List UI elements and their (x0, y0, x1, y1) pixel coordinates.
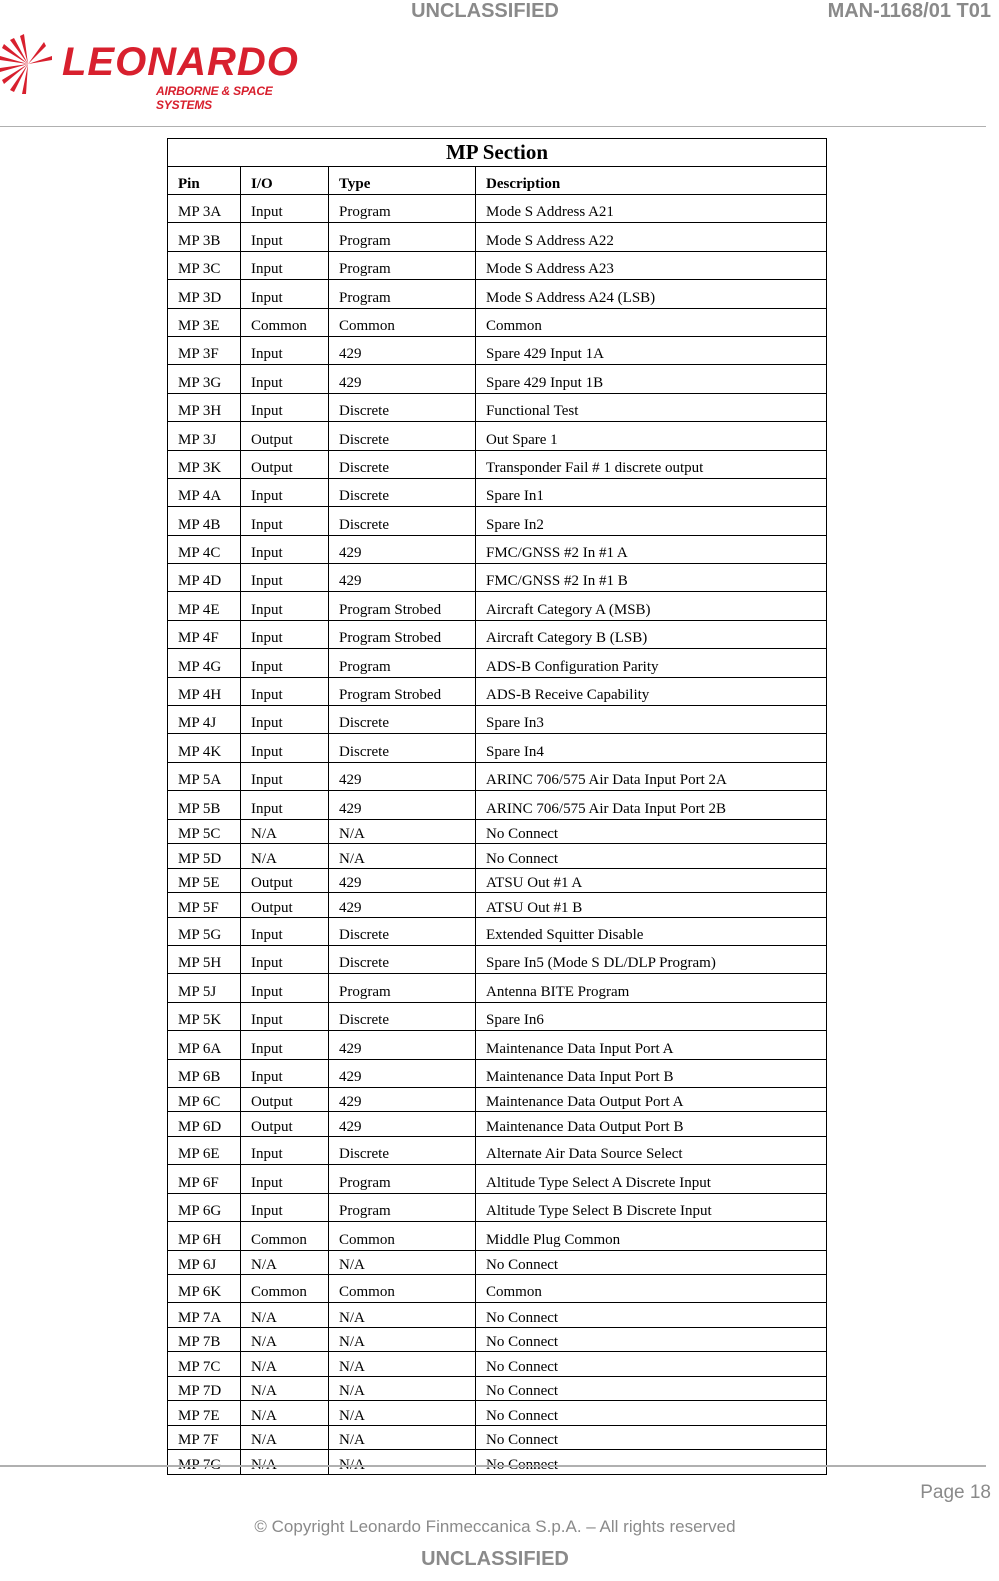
cell-type: N/A (329, 1250, 476, 1275)
cell-description: Maintenance Data Output Port A (476, 1087, 827, 1112)
table-title: MP Section (168, 139, 827, 167)
cell-io: Input (241, 1002, 329, 1030)
cell-description: Spare In4 (476, 734, 827, 762)
table-row (168, 195, 827, 223)
table-row (168, 974, 827, 1002)
cell-type: 429 (329, 1087, 476, 1112)
cell-type: Program (329, 223, 476, 251)
cell-pin: MP 3F (168, 336, 241, 364)
cell-type: N/A (329, 1327, 476, 1352)
cell-pin: MP 5J (168, 974, 241, 1002)
cell-description: Functional Test (476, 393, 827, 421)
cell-description: Common (476, 308, 827, 336)
cell-description: ATSU Out #1 B (476, 893, 827, 918)
cell-description (476, 1450, 827, 1475)
table-row (168, 223, 827, 251)
cell-io: Output (241, 422, 329, 450)
table-row (168, 1193, 827, 1221)
cell-pin: MP 3A (168, 195, 241, 223)
cell-type: Program (329, 1165, 476, 1193)
column-header-type: Type (329, 167, 476, 195)
cell-type: Discrete (329, 507, 476, 535)
cell-description: Antenna BITE Program (476, 974, 827, 1002)
cell-pin: MP 5F (168, 893, 241, 918)
header-doc-number: MAN-1168/01 T01 (827, 0, 991, 22)
cell-type: Discrete (329, 917, 476, 945)
table-row (168, 280, 827, 308)
table-body (168, 195, 827, 1475)
cell-type: Discrete (329, 706, 476, 734)
cell-description: ADS-B Configuration Parity (476, 649, 827, 677)
cell-pin: MP 5B (168, 791, 241, 819)
cell-pin: MP 6K (168, 1275, 241, 1303)
cell-description: Middle Plug Common (476, 1222, 827, 1250)
copyright-notice: © Copyright Leonardo Finmeccanica S.p.A. – All rights reserved (254, 1517, 736, 1536)
cell-description: FMC/GNSS #2 In #1 B (476, 564, 827, 592)
cell-pin: MP 4K (168, 734, 241, 762)
table-row (168, 1250, 827, 1275)
cell-io: N/A (241, 1352, 329, 1377)
leonardo-logo-icon (0, 34, 56, 94)
cell-pin: MP 7B (168, 1327, 241, 1352)
cell-pin: MP 4E (168, 592, 241, 620)
cell-type: Discrete (329, 422, 476, 450)
cell-pin: MP 4H (168, 677, 241, 705)
table-row (168, 478, 827, 506)
cell-io: Input (241, 336, 329, 364)
cell-type: Discrete (329, 734, 476, 762)
cell-io: Output (241, 450, 329, 478)
cell-pin: MP 6F (168, 1165, 241, 1193)
cell-type: Discrete (329, 393, 476, 421)
table-row (168, 393, 827, 421)
cell-description: Mode S Address A23 (476, 251, 827, 279)
cell-description: Maintenance Data Input Port A (476, 1031, 827, 1059)
cell-description: Out Spare 1 (476, 422, 827, 450)
cell-pin: MP 6H (168, 1222, 241, 1250)
header-classification: UNCLASSIFIED (411, 0, 559, 22)
footer-rule (0, 1465, 986, 1467)
cell-type: N/A (329, 1352, 476, 1377)
cell-pin: MP 3D (168, 280, 241, 308)
cell-description: Mode S Address A22 (476, 223, 827, 251)
cell-pin: MP 3C (168, 251, 241, 279)
cell-description: Spare In2 (476, 507, 827, 535)
cell-type: Program (329, 974, 476, 1002)
cell-io: Output (241, 868, 329, 893)
cell-io: N/A (241, 844, 329, 869)
cell-io: Common (241, 1275, 329, 1303)
cell-type: N/A (329, 1401, 476, 1426)
cell-description: Maintenance Data Input Port B (476, 1059, 827, 1087)
cell-type: 429 (329, 762, 476, 790)
table-row (168, 1031, 827, 1059)
cell-pin: MP 6D (168, 1112, 241, 1137)
cell-description: ARINC 706/575 Air Data Input Port 2A (476, 762, 827, 790)
table-header-row (168, 167, 827, 195)
cell-description: No Connect (476, 1376, 827, 1401)
table-row (168, 535, 827, 563)
table-row (168, 1275, 827, 1303)
table-row (168, 734, 827, 762)
cell-io: N/A (241, 1327, 329, 1352)
cell-description: Spare 429 Input 1B (476, 365, 827, 393)
table-row (168, 251, 827, 279)
cell-io: Input (241, 535, 329, 563)
table-row (168, 791, 827, 819)
cell-type: Program (329, 251, 476, 279)
cell-pin: MP 6G (168, 1193, 241, 1221)
table-row (168, 1425, 827, 1450)
cell-type: Discrete (329, 945, 476, 973)
cell-pin: MP 3G (168, 365, 241, 393)
cell-io: Input (241, 365, 329, 393)
cell-type: Program (329, 649, 476, 677)
cell-pin: MP 3B (168, 223, 241, 251)
cell-pin: MP 6A (168, 1031, 241, 1059)
table-row (168, 868, 827, 893)
cell-io: Input (241, 507, 329, 535)
company-logo (0, 30, 330, 112)
cell-pin: MP 7F (168, 1425, 241, 1450)
table-row (168, 762, 827, 790)
column-header-pin: Pin (168, 167, 241, 195)
cell-io: Common (241, 1222, 329, 1250)
cell-io: Input (241, 762, 329, 790)
cell-io: N/A (241, 1303, 329, 1328)
cell-pin: MP 4B (168, 507, 241, 535)
cell-io: Input (241, 1165, 329, 1193)
cell-description: No Connect (476, 1250, 827, 1275)
cell-description: Spare 429 Input 1A (476, 336, 827, 364)
table-row (168, 1303, 827, 1328)
cell-pin: MP 7C (168, 1352, 241, 1377)
table-row (168, 917, 827, 945)
cell-description: Spare In3 (476, 706, 827, 734)
cell-type: Program (329, 280, 476, 308)
cell-pin: MP 7E (168, 1401, 241, 1426)
cell-type: Common (329, 1222, 476, 1250)
cell-io: Input (241, 223, 329, 251)
cell-type: Discrete (329, 1002, 476, 1030)
cell-io: Input (241, 195, 329, 223)
table-row (168, 564, 827, 592)
cell-type: 429 (329, 868, 476, 893)
cell-description: Aircraft Category A (MSB) (476, 592, 827, 620)
cell-description: Transponder Fail # 1 discrete output (476, 450, 827, 478)
cell-description: No Connect (476, 1303, 827, 1328)
cell-type: Program Strobed (329, 592, 476, 620)
cell-io: Input (241, 1136, 329, 1164)
table-row (168, 308, 827, 336)
cell-pin: MP 3K (168, 450, 241, 478)
table-row (168, 649, 827, 677)
header-rule (0, 126, 986, 127)
cell-pin: MP 4A (168, 478, 241, 506)
cell-pin: MP 7A (168, 1303, 241, 1328)
cell-type: N/A (329, 819, 476, 844)
cell-description: Mode S Address A21 (476, 195, 827, 223)
cell-type: 429 (329, 1059, 476, 1087)
cell-pin: MP 6B (168, 1059, 241, 1087)
cell-pin: MP 5H (168, 945, 241, 973)
cell-description: Spare In1 (476, 478, 827, 506)
cell-pin: MP 5A (168, 762, 241, 790)
cell-io: Input (241, 1059, 329, 1087)
cell-description: No Connect (476, 819, 827, 844)
table-row (168, 945, 827, 973)
cell-type: 429 (329, 1031, 476, 1059)
cell-type: 429 (329, 1112, 476, 1137)
cell-description: Altitude Type Select A Discrete Input (476, 1165, 827, 1193)
cell-pin: MP 6C (168, 1087, 241, 1112)
cell-io: Output (241, 1087, 329, 1112)
column-header-description: Description (476, 167, 827, 195)
cell-pin: MP 4G (168, 649, 241, 677)
cell-description: No Connect (476, 1352, 827, 1377)
table-row (168, 365, 827, 393)
cell-pin: MP 6E (168, 1136, 241, 1164)
cell-io: Input (241, 677, 329, 705)
cell-type: Discrete (329, 450, 476, 478)
cell-description: Spare In6 (476, 1002, 827, 1030)
cell-io: Input (241, 974, 329, 1002)
cell-type: Common (329, 308, 476, 336)
table-row (168, 677, 827, 705)
cell-pin: MP 7D (168, 1376, 241, 1401)
cell-type (329, 1450, 476, 1475)
cell-description: ADS-B Receive Capability (476, 677, 827, 705)
cell-description: FMC/GNSS #2 In #1 A (476, 535, 827, 563)
table-row (168, 1059, 827, 1087)
cell-type: N/A (329, 1303, 476, 1328)
cell-description: Maintenance Data Output Port B (476, 1112, 827, 1137)
cell-io: N/A (241, 819, 329, 844)
cell-pin: MP 5K (168, 1002, 241, 1030)
cell-description: Altitude Type Select B Discrete Input (476, 1193, 827, 1221)
cell-pin: MP 6J (168, 1250, 241, 1275)
cell-pin (168, 1450, 241, 1475)
cell-type: 429 (329, 336, 476, 364)
table-row (168, 1087, 827, 1112)
cell-description: Mode S Address A24 (LSB) (476, 280, 827, 308)
cell-pin: MP 5C (168, 819, 241, 844)
table-row (168, 450, 827, 478)
cell-type: Program Strobed (329, 620, 476, 648)
cell-io: Input (241, 649, 329, 677)
cell-type: N/A (329, 1376, 476, 1401)
table-row (168, 1352, 827, 1377)
cell-description: No Connect (476, 1425, 827, 1450)
table-row (168, 336, 827, 364)
table-row (168, 422, 827, 450)
table-row (168, 1327, 827, 1352)
cell-description: ATSU Out #1 A (476, 868, 827, 893)
table-row (168, 507, 827, 535)
cell-io: Input (241, 734, 329, 762)
cell-pin: MP 3J (168, 422, 241, 450)
cell-pin: MP 3E (168, 308, 241, 336)
mp-section-table (167, 138, 827, 1475)
table-row (168, 1002, 827, 1030)
cell-io (241, 1450, 329, 1475)
table-row (168, 592, 827, 620)
cell-io: Input (241, 620, 329, 648)
table-row (168, 1136, 827, 1164)
cell-description: No Connect (476, 1401, 827, 1426)
cell-io: Input (241, 917, 329, 945)
table-row (168, 1376, 827, 1401)
table-row (168, 1401, 827, 1426)
page-number: Page 18 (920, 1482, 991, 1503)
cell-io: Input (241, 1031, 329, 1059)
cell-pin: MP 4D (168, 564, 241, 592)
cell-type: 429 (329, 535, 476, 563)
cell-description: No Connect (476, 844, 827, 869)
table-row (168, 844, 827, 869)
cell-pin: MP 5E (168, 868, 241, 893)
cell-io: Output (241, 893, 329, 918)
table-row (168, 1450, 827, 1475)
cell-io: N/A (241, 1425, 329, 1450)
cell-io: Common (241, 308, 329, 336)
cell-pin: MP 3H (168, 393, 241, 421)
cell-type: N/A (329, 1425, 476, 1450)
cell-pin: MP 4J (168, 706, 241, 734)
cell-description: Common (476, 1275, 827, 1303)
cell-description: Alternate Air Data Source Select (476, 1136, 827, 1164)
cell-io: Input (241, 393, 329, 421)
cell-io: Input (241, 592, 329, 620)
table-row (168, 1165, 827, 1193)
cell-type: Program Strobed (329, 677, 476, 705)
table-row (168, 1112, 827, 1137)
cell-io: N/A (241, 1250, 329, 1275)
cell-io: Input (241, 1193, 329, 1221)
cell-io: Input (241, 706, 329, 734)
cell-type: Discrete (329, 1136, 476, 1164)
cell-io: Input (241, 945, 329, 973)
cell-io: Input (241, 564, 329, 592)
cell-type: 429 (329, 365, 476, 393)
table-row (168, 706, 827, 734)
cell-description: No Connect (476, 1327, 827, 1352)
cell-io: Output (241, 1112, 329, 1137)
cell-pin: MP 5G (168, 917, 241, 945)
cell-description: Aircraft Category B (LSB) (476, 620, 827, 648)
cell-pin: MP 5D (168, 844, 241, 869)
cell-pin: MP 4F (168, 620, 241, 648)
cell-io: Input (241, 251, 329, 279)
cell-description: Extended Squitter Disable (476, 917, 827, 945)
cell-type: Program (329, 195, 476, 223)
cell-io: N/A (241, 1401, 329, 1426)
table-row (168, 893, 827, 918)
cell-type: 429 (329, 791, 476, 819)
cell-description: Spare In5 (Mode S DL/DLP Program) (476, 945, 827, 973)
cell-type: Discrete (329, 478, 476, 506)
logo-subtitle: AIRBORNE & SPACE SYSTEMS (156, 84, 273, 112)
table-row (168, 819, 827, 844)
cell-io: Input (241, 280, 329, 308)
cell-type: 429 (329, 893, 476, 918)
column-header-io: I/O (241, 167, 329, 195)
cell-type: N/A (329, 844, 476, 869)
cell-type: Program (329, 1193, 476, 1221)
cell-type: Common (329, 1275, 476, 1303)
logo-wordmark: LEONARDO (62, 40, 299, 84)
cell-type: 429 (329, 564, 476, 592)
cell-io: N/A (241, 1376, 329, 1401)
cell-description: ARINC 706/575 Air Data Input Port 2B (476, 791, 827, 819)
table-row (168, 1222, 827, 1250)
cell-io: Input (241, 791, 329, 819)
cell-io: Input (241, 478, 329, 506)
cell-pin: MP 4C (168, 535, 241, 563)
table-row (168, 620, 827, 648)
footer-classification: UNCLASSIFIED (421, 1548, 569, 1570)
